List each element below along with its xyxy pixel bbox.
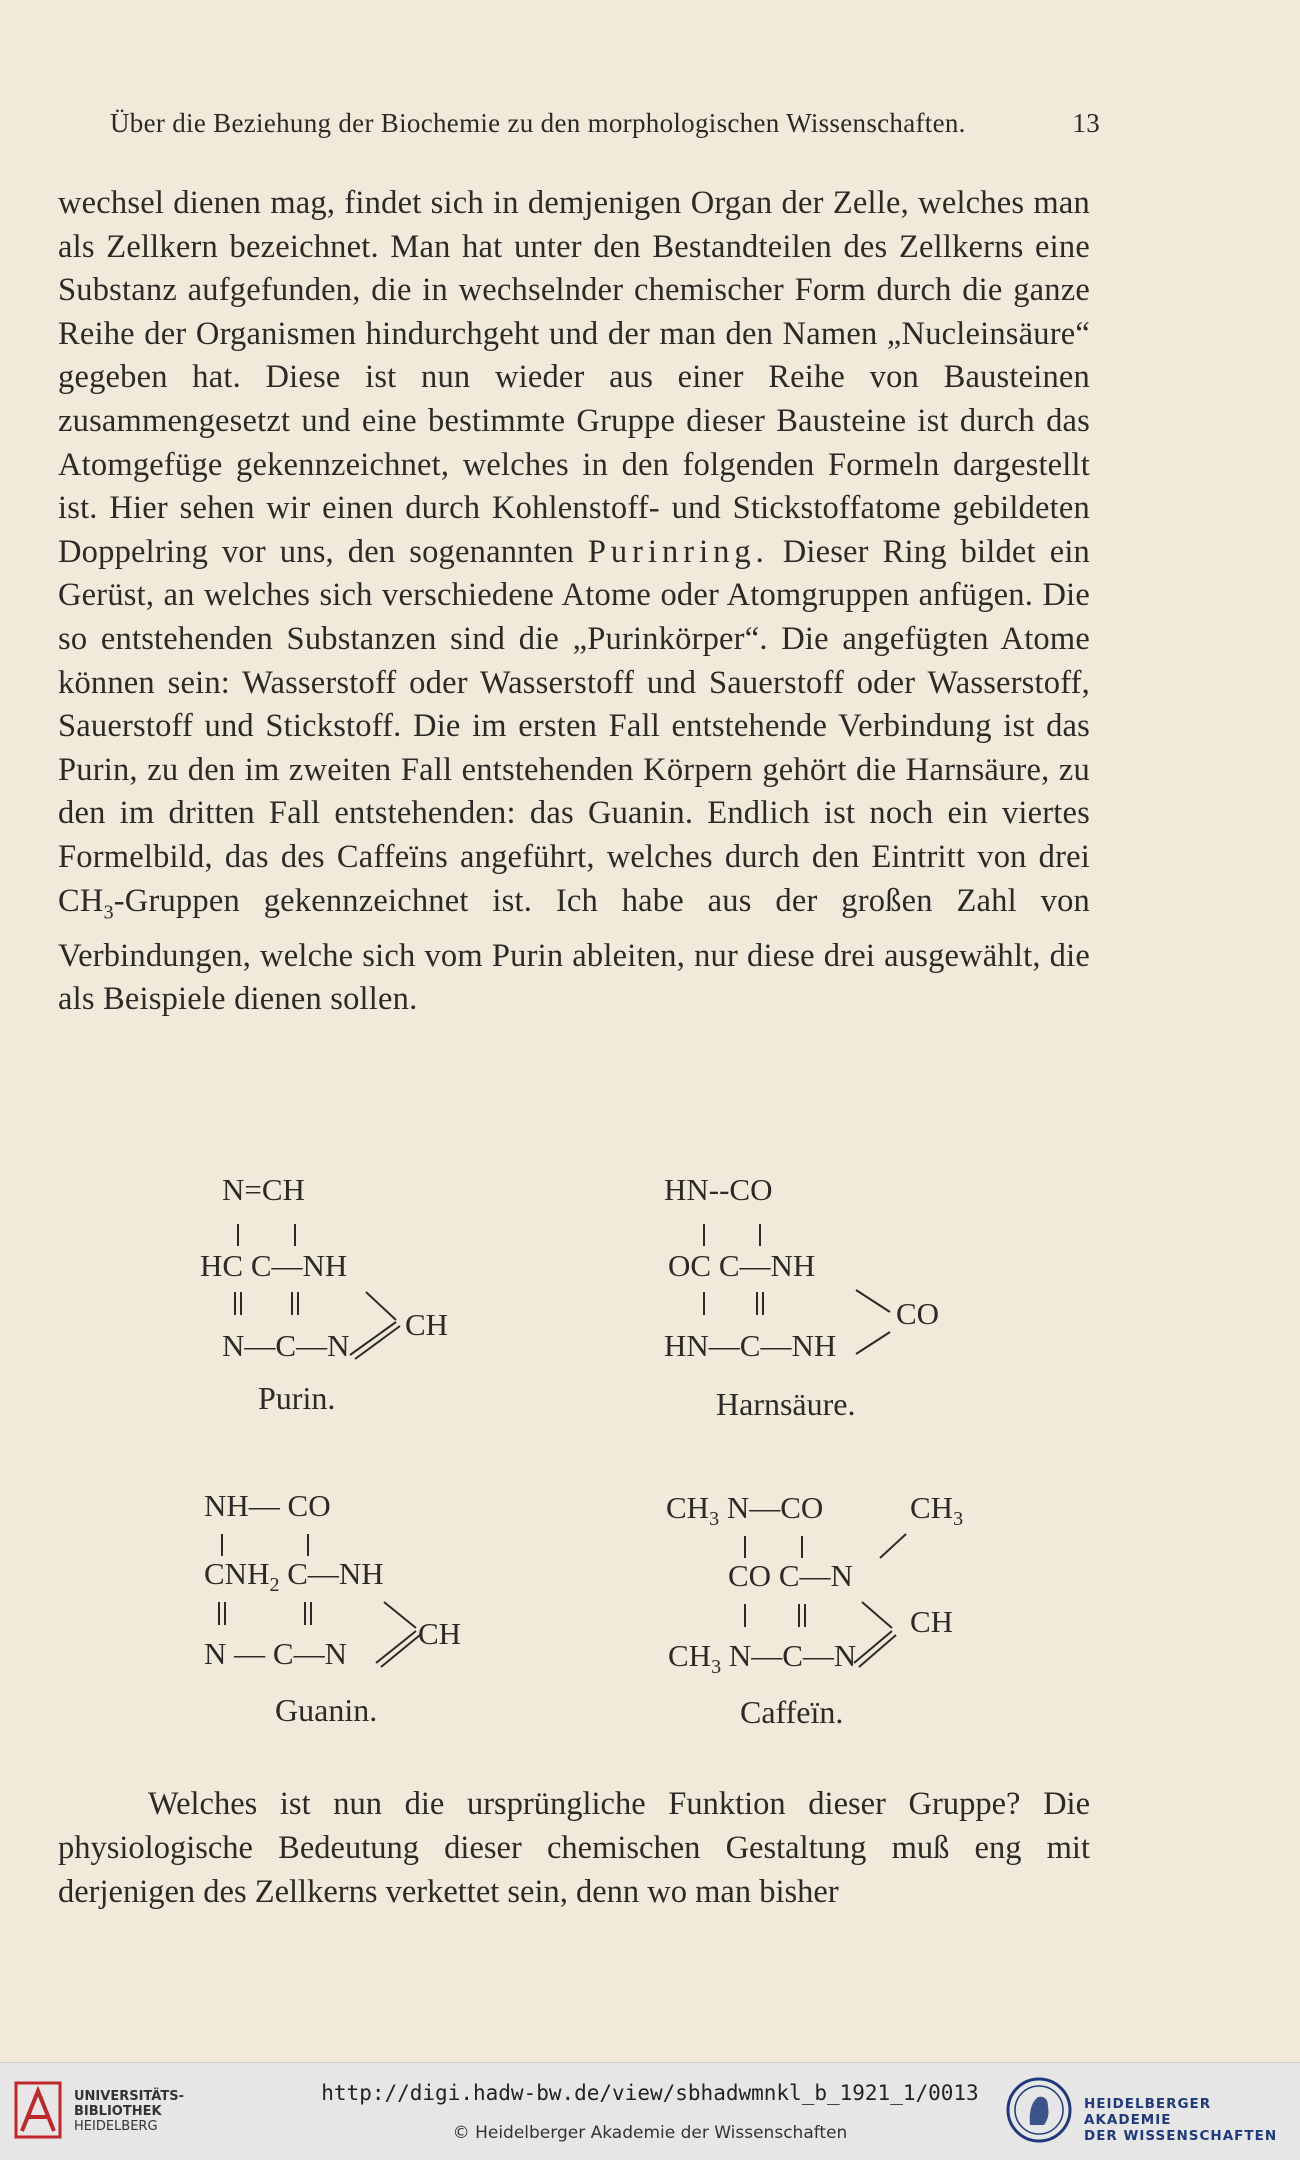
caption-purin: Purin. — [258, 1380, 336, 1416]
caption-harnsaeure: Harnsäure. — [716, 1386, 856, 1422]
purin-row-2: HC C—NH — [200, 1248, 348, 1283]
library-line-2: BIBLIOTHEK — [74, 2104, 162, 2119]
caffein-row-3 — [668, 1638, 857, 1678]
guanin-row-2 — [204, 1556, 384, 1596]
library-line-3: HEIDELBERG — [74, 2119, 158, 2134]
caffein-n-co: N—CO — [719, 1490, 824, 1525]
guanin-cnh: CNH — [204, 1556, 270, 1591]
copyright-notice: © Heidelberger Akademie der Wissenschaften — [452, 2123, 848, 2143]
academy-line-1: HEIDELBERGER AKADEMIE — [1084, 2096, 1212, 2128]
harnsaeure-row-1: HN--CO — [664, 1172, 773, 1207]
formula-harnsaeure — [664, 1172, 964, 1372]
formula-caffein — [666, 1490, 986, 1690]
running-title: Über die Beziehung der Biochemie zu den morphologischen Wissenschaften. — [110, 108, 966, 138]
page-number: 13 — [1072, 108, 1100, 138]
caffein-row-1 — [666, 1490, 824, 1530]
digitization-footer — [0, 2062, 1300, 2160]
academy-line-2: DER WISSENSCHAFTEN — [1084, 2128, 1278, 2144]
harnsaeure-row-2: OC C—NH — [668, 1248, 816, 1283]
caffein-row-2: CO C—N — [728, 1558, 853, 1593]
harnsaeure-row-3: HN—C—NH — [664, 1328, 837, 1363]
caffein-ch-bottom: CH — [668, 1638, 712, 1673]
guanin-ch: CH — [418, 1616, 462, 1651]
formula-purin — [200, 1172, 480, 1372]
academy-seal-icon — [1006, 2075, 1072, 2145]
paragraph-2-text: Welches ist nun die ursprüngliche Funktion dieser Gruppe? Die physiologische Bedeutung dieser chemischen Gestaltung muß eng mit derjenigen des Zellkerns verkettet sein, denn wo man bisher — [58, 1786, 1090, 1910]
caption-guanin: Guanin. — [275, 1692, 378, 1728]
caffein-ch3-text: CH — [910, 1490, 954, 1525]
permalink-url[interactable]: http://digi.hadw-bw.de/view/sbhadwmnkl_b_1921_1/0013 — [321, 2081, 979, 2105]
purin-row-3: N—C—N — [222, 1328, 350, 1363]
guanin-c-nh: C—NH — [279, 1556, 384, 1591]
academy-name — [1084, 2096, 1300, 2144]
spaced-term-purinring: Purinring. — [587, 533, 769, 570]
caption-caffein: Caffeïn. — [740, 1694, 844, 1730]
paragraph-text-c: -Gruppen gekennzeichnet ist. Ich habe aus der großen Zahl von Verbindungen, welche sich vom Purin ableiten, nur diese drei ausgewählt, die als Beispiele dienen sollen. — [58, 882, 1090, 1018]
subscript-3: 3 — [103, 901, 114, 923]
caffein-ch3-sub: 3 — [953, 1508, 964, 1530]
guanin-sub-2: 2 — [269, 1574, 280, 1596]
paragraph-text-a: wechsel dienen mag, findet sich in demjenigen Organ der Zelle, welches man als Zellkern bezeichnet. Man hat unter den Bestandteilen des Zellkerns eine Substanz aufgefunden, die in wechselnder chemischer Form durch die ganze Reihe der Organismen hindurchgeht und der man den Namen „Nucleinsäure“ gegeben hat. Diese ist nun wieder aus einer Reihe von Bausteinen zusammengesetzt und eine bestimmte Gruppe dieser Bausteine ist durch das Atomgefüge gekennzeichnet, welches in den folgenden Formeln dargestellt ist. Hier sehen wir einen durch Kohlenstoff- und Stickstoffatome gebildeten Doppelring vor uns, den sogenannten — [58, 185, 1090, 570]
guanin-row-3: N — C—N — [204, 1636, 347, 1671]
caffein-ch-top: CH — [666, 1490, 710, 1525]
purin-row-1: N=CH — [222, 1172, 305, 1207]
paragraph-main — [58, 182, 1090, 1022]
purin-ch: CH — [405, 1307, 449, 1342]
caffein-ch: CH — [910, 1604, 954, 1639]
harnsaeure-co: CO — [896, 1296, 940, 1331]
caffein-sub-top: 3 — [709, 1508, 720, 1530]
guanin-row-1: NH— CO — [204, 1488, 331, 1523]
paragraph-text-b: Dieser Ring bildet ein Gerüst, an welches sich verschiedene Atome oder Atomgruppen anfügen. Die so entstehenden Substanzen sind die „Purinkörper“. Die angefügten Atome können sein: Wasserstoff oder Wasserstoff und Sauerstoff oder Wasserstoff, Sauerstoff und Stickstoff. Die im ersten Fall entstehende Verbindung ist das Purin, zu den im zweiten Fall entstehenden Körpern gehört die Harnsäure, zu den im dritten Fall entstehenden: das Guanin. Endlich ist noch ein viertes Formelbild, das des Caffeïns angeführt, welches durch den Eintritt von drei CH — [58, 533, 1091, 919]
caffein-n-c-n: N—C—N — [721, 1638, 857, 1673]
paragraph-after-formulas — [58, 1782, 1090, 1914]
formula-guanin — [204, 1488, 504, 1688]
caffein-sub-bottom: 3 — [711, 1656, 722, 1678]
library-line-1: UNIVERSITÄTS- — [74, 2089, 184, 2104]
running-header — [110, 108, 1100, 139]
caffein-ch3-right — [910, 1490, 964, 1530]
